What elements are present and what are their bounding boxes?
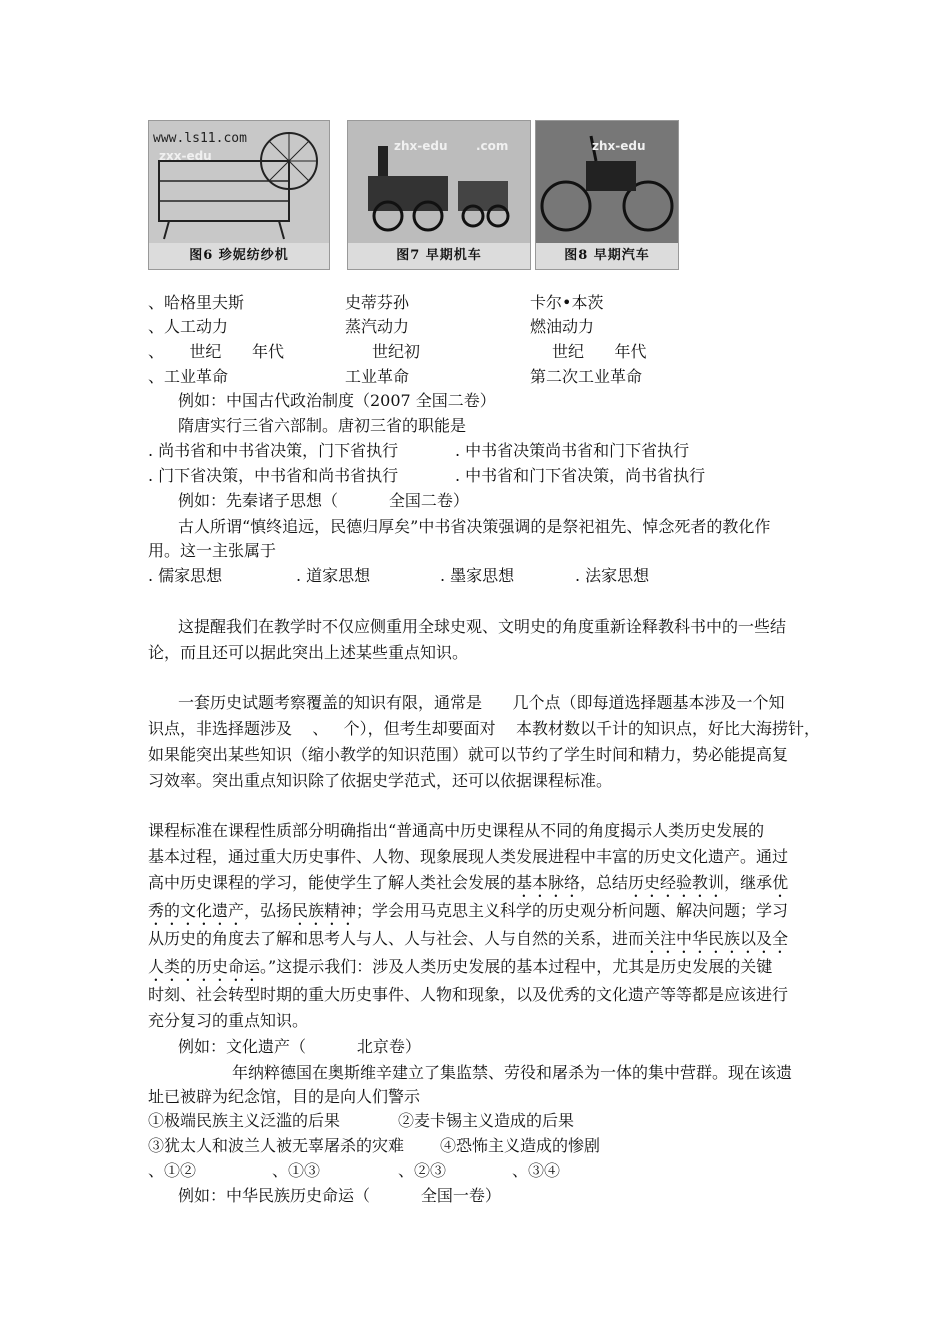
paragraph-line: 论，而且还可以据此突出上述某些重点知识。 bbox=[148, 643, 469, 662]
question-text: 址已被辟为纪念馆，目的是向人们警示 bbox=[148, 1087, 421, 1106]
table-cell: 、哈格里夫斯 bbox=[148, 293, 245, 312]
figure-caption: 图7 早期机车 bbox=[348, 243, 530, 269]
table-cell: 、 世纪 年代 bbox=[148, 342, 284, 361]
text-run: ；学会用马克思主义科学的历史观分析问题、解决问题；学习 bbox=[356, 901, 789, 920]
option-c: . 墨家思想 bbox=[440, 566, 515, 585]
figure-spinning-jenny bbox=[148, 120, 330, 270]
figure-caption: 图6 珍妮纺纱机 bbox=[149, 243, 329, 269]
paragraph-line bbox=[148, 956, 772, 985]
table-cell: 史蒂芬孙 bbox=[345, 293, 410, 312]
option-a: . 儒家思想 bbox=[148, 566, 223, 585]
text-run: 高中历史课程的学习，能使学生了解人类社会发展的 bbox=[148, 873, 517, 892]
text-run: ，继承 bbox=[724, 873, 773, 892]
example-title: 例如：先秦诸子思想（ 全国二卷） bbox=[178, 491, 469, 510]
example-title: 例如：文化遗产（ 北京卷） bbox=[178, 1037, 421, 1056]
table-cell: 卡尔•本茨 bbox=[530, 293, 604, 312]
emphasized-text: 优 bbox=[772, 873, 789, 892]
question-text: 隋唐实行三省六部制。唐初三省的职能是 bbox=[178, 416, 467, 435]
paragraph-line: 充分复习的重点知识。 bbox=[148, 1011, 309, 1030]
paragraph-line: 识点，非选择题涉及 、 个），但考生却要面对 本教材数以千计的知识点，好比大海捞针， bbox=[148, 719, 820, 738]
locomotive-image bbox=[348, 121, 530, 243]
table-cell: 、人工动力 bbox=[148, 317, 229, 336]
paragraph-line: 如果能突出某些知识（缩小教学的知识范围）就可以节约了学生时间和精力，势必能提高复 bbox=[148, 745, 789, 764]
statement-item: ①极端民族主义泛滥的后果 bbox=[148, 1111, 341, 1130]
question-text: 古人所谓“慎终追远，民德归厚矣”中书省决策强调的是祭祀祖先、悼念死者的教化作 bbox=[178, 517, 771, 536]
emphasized-text: 秀的文化遗产 bbox=[148, 901, 245, 920]
paragraph-line: 这提醒我们在教学时不仅应侧重用全球史观、文明史的角度重新诠释教科书中的一些结 bbox=[178, 617, 787, 636]
text-run: ，弘扬 bbox=[244, 901, 293, 920]
option-b: 、①③ bbox=[272, 1161, 321, 1180]
text-run: 从历史的角度去了解和思考人与人、人与社会、人与自然的关系，进而 bbox=[148, 929, 645, 948]
table-cell: 工业革命 bbox=[345, 367, 410, 386]
table-cell: 燃油动力 bbox=[530, 317, 595, 336]
figure-early-automobile bbox=[535, 120, 679, 270]
statement-item: ④恐怖主义造成的惨剧 bbox=[440, 1136, 601, 1155]
table-cell: 蒸汽动力 bbox=[345, 317, 410, 336]
emphasized-text: 人类的历史命运 bbox=[148, 957, 261, 976]
option-c: 、②③ bbox=[398, 1161, 447, 1180]
paragraph-line: 习效率。突出重点知识除了依据史学范式，还可以依据课程标准。 bbox=[148, 771, 613, 790]
paragraph-line bbox=[148, 928, 788, 957]
automobile-image bbox=[536, 121, 678, 243]
table-cell: 第二次工业革命 bbox=[530, 367, 643, 386]
figure-early-locomotive bbox=[347, 120, 531, 270]
watermark-text: zhx-edu bbox=[592, 139, 646, 153]
watermark-text: .com bbox=[476, 139, 509, 153]
paragraph-line: 基本过程，通过重大历史事件、人物、现象展现人类发展进程中丰富的历史文化遗产。通过 bbox=[148, 847, 789, 866]
question-text: 年纳粹德国在奥斯维辛建立了集监禁、劳役和屠杀为一体的集中营群。现在该遗 bbox=[232, 1063, 793, 1082]
option-b: . 道家思想 bbox=[296, 566, 371, 585]
question-text: 用。这一主张属于 bbox=[148, 541, 277, 560]
emphasized-text: 关注中华民族以及全 bbox=[644, 929, 789, 948]
option-a: 、①② bbox=[148, 1161, 197, 1180]
watermark-text: zhx-edu bbox=[394, 139, 448, 153]
emphasized-text: 民族精神 bbox=[292, 901, 357, 920]
emphasized-text: 历史经验教训 bbox=[628, 873, 725, 892]
paragraph-line bbox=[148, 900, 788, 929]
watermark-text: zxx-edu bbox=[159, 149, 212, 163]
option-c: . 门下省决策，中书省和尚书省执行 bbox=[148, 466, 399, 485]
example-title: 例如：中华民族历史命运（ 全国一卷） bbox=[178, 1186, 501, 1205]
statement-item: ②麦卡锡主义造成的后果 bbox=[398, 1111, 575, 1130]
paragraph-line: 课程标准在课程性质部分明确指出“普通高中历史课程从不同的角度揭示人类历史发展的 bbox=[148, 821, 765, 840]
paragraph-line bbox=[148, 872, 788, 901]
spinning-jenny-image bbox=[149, 121, 329, 243]
figure-caption: 图8 早期汽车 bbox=[536, 243, 678, 269]
watermark-text: www.ls11.com bbox=[153, 131, 247, 146]
emphasized-text: 基本脉络 bbox=[516, 873, 581, 892]
paragraph-line: 一套历史试题考察覆盖的知识有限，通常是 几个点（即每道选择题基本涉及一个知 bbox=[178, 693, 785, 712]
option-d: 、③④ bbox=[512, 1161, 561, 1180]
text-run: ，总结 bbox=[580, 873, 629, 892]
option-d: . 中书省和门下省决策，尚书省执行 bbox=[455, 466, 706, 485]
option-b: . 中书省决策尚书省和门下省执行 bbox=[455, 441, 690, 460]
option-a: . 尚书省和中书省决策，门下省执行 bbox=[148, 441, 399, 460]
table-cell: 世纪初 bbox=[372, 342, 421, 361]
text-run: 。”这提示我们：涉及人类历史发展的基本过程中，尤其是历史发展的关键 bbox=[260, 957, 773, 976]
paragraph-line: 时刻、社会转型时期的重大历史事件、人物和现象，以及优秀的文化遗产等等都是应该进行 bbox=[148, 985, 789, 1004]
table-cell: 世纪 年代 bbox=[552, 342, 647, 361]
option-d: . 法家思想 bbox=[575, 566, 650, 585]
example-title: 例如：中国古代政治制度（2007 全国二卷） bbox=[178, 391, 496, 410]
table-cell: 、工业革命 bbox=[148, 367, 229, 386]
statement-item: ③犹太人和波兰人被无辜屠杀的灾难 bbox=[148, 1136, 405, 1155]
